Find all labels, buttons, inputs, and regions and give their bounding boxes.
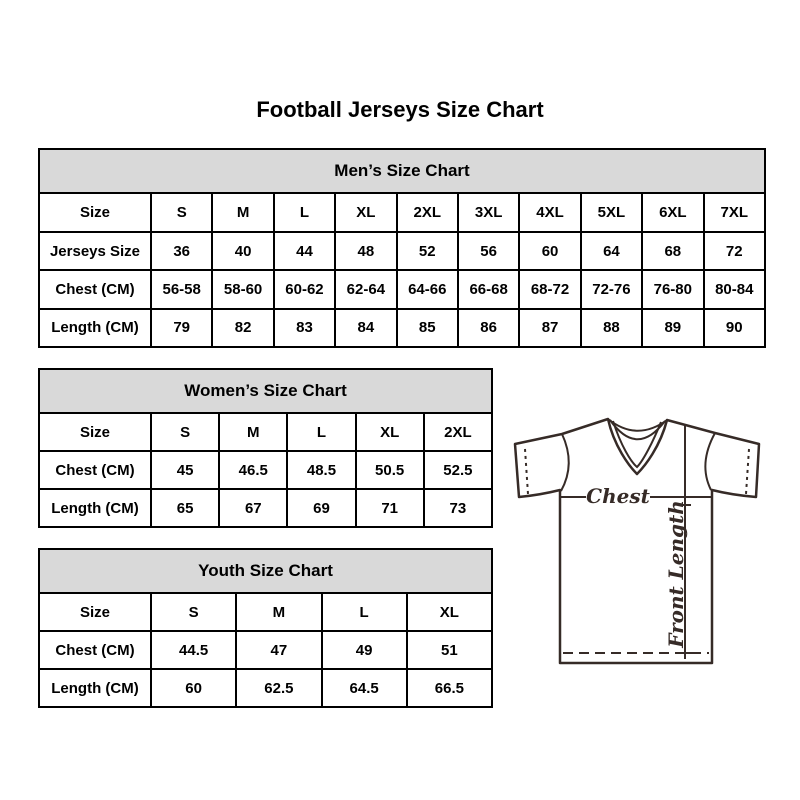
- jersey-outline: [515, 419, 759, 663]
- table-cell: 47: [236, 631, 321, 669]
- table-cell: 87: [519, 309, 580, 347]
- table-cell: 2XL: [397, 193, 458, 231]
- table-row: [39, 193, 765, 231]
- table-cell: M: [219, 413, 287, 451]
- table-row: [39, 631, 492, 669]
- table-title: Youth Size Chart: [39, 549, 492, 593]
- table-cell: 40: [212, 232, 273, 270]
- table-row: [39, 593, 492, 631]
- table-cell: 50.5: [356, 451, 424, 489]
- table-cell: 48: [335, 232, 396, 270]
- table-cell: M: [212, 193, 273, 231]
- row-label: Size: [39, 193, 151, 231]
- table-row: [39, 413, 492, 451]
- womens-size-chart-table: [38, 368, 493, 528]
- table-cell: 60: [151, 669, 236, 707]
- table-cell: 3XL: [458, 193, 519, 231]
- table-cell: 56: [458, 232, 519, 270]
- table-cell: 7XL: [704, 193, 765, 231]
- table-cell: 5XL: [581, 193, 642, 231]
- row-label: Size: [39, 593, 151, 631]
- table-cell: 86: [458, 309, 519, 347]
- front-length-label: Front Length: [664, 500, 688, 648]
- table-cell: 89: [642, 309, 703, 347]
- table-cell: 79: [151, 309, 212, 347]
- table-cell: S: [151, 413, 219, 451]
- table-cell: 62.5: [236, 669, 321, 707]
- table-cell: 56-58: [151, 270, 212, 308]
- row-label: Chest (CM): [39, 270, 151, 308]
- table-cell: 64: [581, 232, 642, 270]
- table-cell: 44.5: [151, 631, 236, 669]
- table-cell: 83: [274, 309, 335, 347]
- jersey-measurement-diagram: [500, 402, 772, 670]
- table-cell: 49: [322, 631, 407, 669]
- table-cell: 58-60: [212, 270, 273, 308]
- table-cell: 80-84: [704, 270, 765, 308]
- row-label: Jerseys Size: [39, 232, 151, 270]
- table-cell: L: [322, 593, 407, 631]
- page-title: Football Jerseys Size Chart: [256, 97, 544, 122]
- table-cell: S: [151, 593, 236, 631]
- table-row: [39, 309, 765, 347]
- row-label: Chest (CM): [39, 631, 151, 669]
- row-label: Chest (CM): [39, 451, 151, 489]
- table-cell: M: [236, 593, 321, 631]
- row-label: Length (CM): [39, 309, 151, 347]
- row-label: Length (CM): [39, 489, 151, 527]
- table-cell: 68: [642, 232, 703, 270]
- table-cell: S: [151, 193, 212, 231]
- table-row: [39, 669, 492, 707]
- table-cell: 82: [212, 309, 273, 347]
- table-cell: 66-68: [458, 270, 519, 308]
- table-cell: 85: [397, 309, 458, 347]
- table-cell: 48.5: [287, 451, 355, 489]
- table-cell: 68-72: [519, 270, 580, 308]
- table-cell: XL: [335, 193, 396, 231]
- table-cell: 52: [397, 232, 458, 270]
- table-cell: 4XL: [519, 193, 580, 231]
- row-label: Size: [39, 413, 151, 451]
- table-cell: 2XL: [424, 413, 492, 451]
- table-cell: L: [274, 193, 335, 231]
- table-row: [39, 232, 765, 270]
- table-cell: 36: [151, 232, 212, 270]
- table-cell: XL: [407, 593, 492, 631]
- table-cell: 51: [407, 631, 492, 669]
- table-cell: 90: [704, 309, 765, 347]
- table-cell: 76-80: [642, 270, 703, 308]
- table-cell: 88: [581, 309, 642, 347]
- table-row: [39, 270, 765, 308]
- table-cell: 64-66: [397, 270, 458, 308]
- table-cell: 65: [151, 489, 219, 527]
- table-cell: L: [287, 413, 355, 451]
- table-cell: 69: [287, 489, 355, 527]
- mens-size-chart-table: [38, 148, 766, 348]
- table-cell: 72: [704, 232, 765, 270]
- table-cell: 60: [519, 232, 580, 270]
- table-row: [39, 489, 492, 527]
- table-cell: 73: [424, 489, 492, 527]
- table-row: [39, 451, 492, 489]
- table-cell: 71: [356, 489, 424, 527]
- table-cell: 52.5: [424, 451, 492, 489]
- table-title: Men’s Size Chart: [39, 149, 765, 193]
- table-cell: 72-76: [581, 270, 642, 308]
- table-cell: 45: [151, 451, 219, 489]
- youth-size-chart-table: [38, 548, 493, 708]
- table-cell: 64.5: [322, 669, 407, 707]
- table-cell: 62-64: [335, 270, 396, 308]
- row-label: Length (CM): [39, 669, 151, 707]
- table-cell: XL: [356, 413, 424, 451]
- table-cell: 6XL: [642, 193, 703, 231]
- table-title: Women’s Size Chart: [39, 369, 492, 413]
- table-cell: 60-62: [274, 270, 335, 308]
- table-cell: 84: [335, 309, 396, 347]
- table-cell: 66.5: [407, 669, 492, 707]
- table-cell: 46.5: [219, 451, 287, 489]
- table-cell: 44: [274, 232, 335, 270]
- table-cell: 67: [219, 489, 287, 527]
- chest-label: Chest: [586, 484, 650, 508]
